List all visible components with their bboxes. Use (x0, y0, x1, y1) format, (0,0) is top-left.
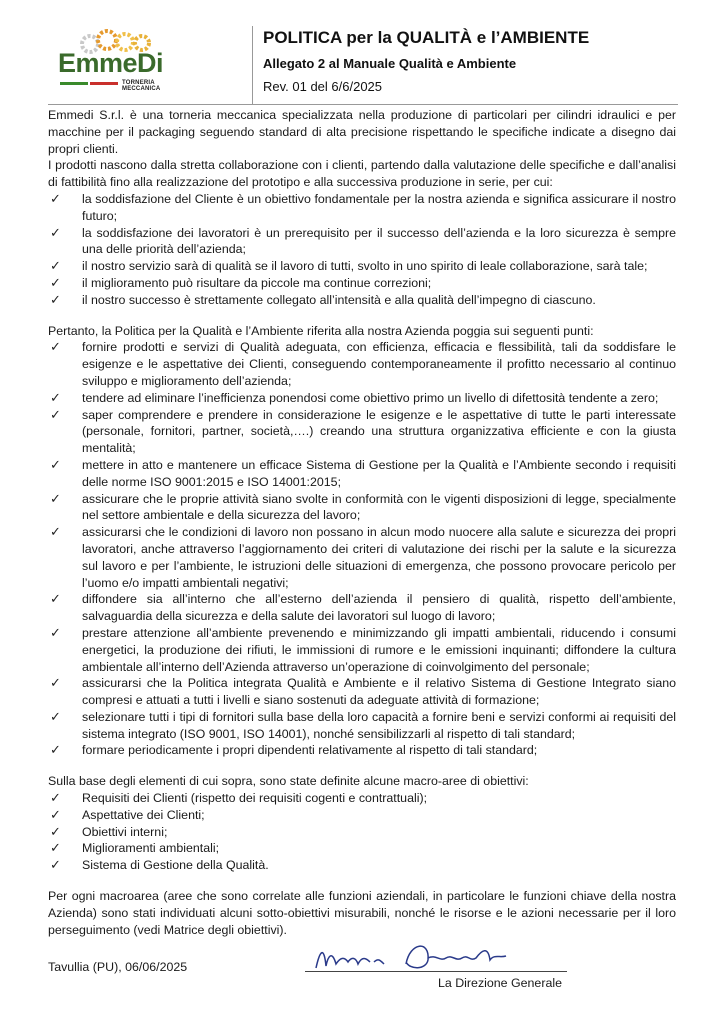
macro-areas-list (48, 790, 676, 874)
list-item: ✓ Obiettivi interni; (50, 823, 168, 839)
handwritten-signature (310, 936, 570, 976)
list-item: ✓ formare periodicamente i propri dipendenti relativamente al rispetto di tali standard; (50, 742, 538, 758)
list-item: ✓ Aspettative dei Clienti; (50, 806, 205, 822)
list-item: ✓ mettere in atto e mantenere un efficace Sistema di Gestione per la Qualità e l’Ambiente secondo i requisiti delle norme ISO 9001:2015 e ISO 14001:2015; (50, 456, 676, 489)
document-subtitle: Allegato 2 al Manuale Qualità e Ambiente (263, 56, 517, 71)
document-title: POLITICA per la QUALITÀ e l’AMBIENTE (263, 28, 590, 47)
policy-points-list (48, 339, 676, 759)
check-icon: ✓ (50, 790, 61, 806)
list-item: ✓ selezionare tutti i tipi di fornitori sulla base della loro capacità a fornire beni e servizi conformi ai requisiti del sistema integrato (ISO 9001, ISO 14001), nonché sensibilizzarli al rispetto di tali standard; (50, 708, 676, 741)
list-item: ✓ assicurare che le proprie attività siano svolte in conformità con le vigenti disposizioni di legge, specialmente nel settore ambientale e della sicurezza del lavoro; (50, 490, 676, 523)
check-icon: ✓ (50, 389, 61, 405)
list-item: ✓ la soddisfazione del Cliente è un obiettivo fondamentale per la nostra azienda e significa assicurare il nostro futuro; (50, 190, 676, 223)
policy-intro: Pertanto, la Politica per la Qualità e l’Ambiente riferita alla nostra Azienda poggia sui seguenti punti: (48, 323, 594, 338)
check-icon: ✓ (50, 274, 61, 290)
list-item: ✓ fornire prodotti e servizi di Qualità adeguata, con efficienza, efficacia e flessibilità, tali da soddisfare le esigenze e le aspettative dei Clienti, conseguendo contemporaneamente il profitto necessario al continuo sviluppo e miglioramento dell’azienda; (50, 339, 676, 388)
check-icon: ✓ (50, 224, 61, 240)
list-item: ✓ assicurarsi che la Politica integrata Qualità e Ambiente e il relativo Sistema di Gestione Integrato siano compresi e attuati a tutti i livelli e siano sostenuti da adeguate attività di formazione; (50, 675, 676, 708)
logo-text: EmmeDi (58, 48, 164, 78)
intro-paragraph-1: Emmedi S.r.l. è una torneria meccanica specializzata nella produzione di particolari per cilindri idraulici e per macchine per il packaging seguendo standard di alta precisione rispettando le specifiche indicate a disegno dai propri clienti. (48, 108, 676, 156)
check-icon: ✓ (50, 524, 61, 540)
list-item: ✓ il nostro successo è strettamente collegato all’intensità e alla qualità dell’impegno di ciascuno. (50, 291, 596, 307)
logo-subtitle: TORNERIA MECCANICA (122, 80, 161, 92)
list-item: ✓ diffondere sia all’interno che all’esterno dell’azienda il pensiero di qualità, rispetto dell’ambiente, salvaguardia della sicurezza e della salute dei lavoratori sul luogo di lavoro; (50, 591, 676, 624)
list-item: ✓ Miglioramenti ambientali; (50, 840, 220, 856)
signatory-label: La Direzione Generale (438, 976, 562, 990)
principles-list (48, 191, 676, 309)
list-item: ✓ prestare attenzione all’ambiente prevenendo e minimizzando gli impatti ambientali, riducendo i consumi energetici, la produzione dei rifiuti, le immissioni di rumore e le emissioni inquinanti; diffondere la cultura ambientale all’interno dell’Azienda attraverso un’operazione di coinvolgimento del personale; (50, 624, 676, 674)
check-icon: ✓ (50, 456, 61, 472)
check-icon: ✓ (50, 857, 61, 873)
list-item: ✓ il miglioramento può risultare da piccole ma continue correzioni; (50, 274, 432, 290)
list-item: ✓ assicurarsi che le condizioni di lavoro non possano in alcun modo nuocere alla salute e sicurezza dei propri lavoratori, anche attraverso l’aggiornamento dei criteri di valutazione dei rischi per la salute e la sicurezza sul lavoro e per l’ambiente, le istruzioni delle situazioni di emergenza, che possono provocare pericolo per l’uomo e/o impatti ambientali negativi; (50, 524, 676, 590)
list-item: ✓ Sistema di Gestione della Qualità. (50, 857, 269, 873)
macro-areas-intro: Sulla base degli elementi di cui sopra, sono state definite alcune macro-aree di obiettivi: (48, 774, 529, 789)
list-item: ✓ saper comprendere e prendere in considerazione le esigenze e le aspettative di tutte le parti interessate (personale, fornitori, partner, società,….) creando una struttura organizzativa efficiente e con la giusta mentalità; (50, 406, 676, 456)
check-icon: ✓ (50, 339, 61, 355)
check-icon: ✓ (50, 708, 61, 724)
signature-line (305, 971, 567, 972)
company-logo (52, 28, 192, 98)
check-icon: ✓ (50, 624, 61, 640)
check-icon: ✓ (50, 291, 61, 307)
check-icon: ✓ (50, 591, 61, 607)
check-icon: ✓ (50, 490, 61, 506)
revision-label: Rev. 01 del 6/6/2025 (263, 79, 383, 94)
check-icon: ✓ (50, 190, 61, 206)
check-icon: ✓ (50, 806, 61, 822)
check-icon: ✓ (50, 406, 61, 422)
check-icon: ✓ (50, 840, 61, 856)
document-body (48, 107, 676, 938)
place-date: Tavullia (PU), 06/06/2025 (48, 960, 188, 974)
list-item: ✓ tendere ad eliminare l’inefficienza ponendosi come obiettivo primo un livello di difettosità tendente a zero; (50, 389, 659, 405)
logo-bar-green (60, 82, 88, 85)
document-header (0, 0, 727, 104)
header-divider-horizontal (48, 104, 678, 105)
check-icon: ✓ (50, 823, 61, 839)
list-item: ✓ la soddisfazione dei lavoratori è un prerequisito per il successo dell’azienda e la loro sicurezza è sempre una delle priorità dell’azienda; (50, 224, 676, 257)
check-icon: ✓ (50, 258, 61, 274)
closing-paragraph: Per ogni macroarea (aree che sono correlate alle funzioni aziendali, in particolare le funzioni chiave della nostra Azienda) sono stati individuati alcuni sotto-obiettivi misurabili, nonché le risorse e le azioni necessarie per il loro perseguimento (vedi Matrice degli obiettivi). (48, 889, 676, 937)
list-item: ✓ Requisiti dei Clienti (rispetto dei requisiti cogenti e contrattuali); (50, 790, 428, 806)
header-divider-vertical (252, 26, 253, 104)
intro-paragraph-2: I prodotti nascono dalla stretta collaborazione con i clienti, partendo dalla valutazione delle specifiche e dall’analisi di fattibilità fino alla realizzazione del prototipo e alla successiva produzione in serie, per cui: (48, 158, 676, 190)
list-item: ✓ il nostro servizio sarà di qualità se il lavoro di tutti, svolto in uno spirito di leale collaborazione, sarà tale; (50, 258, 648, 274)
check-icon: ✓ (50, 675, 61, 691)
logo-bar-red (90, 82, 118, 85)
check-icon: ✓ (50, 742, 61, 758)
